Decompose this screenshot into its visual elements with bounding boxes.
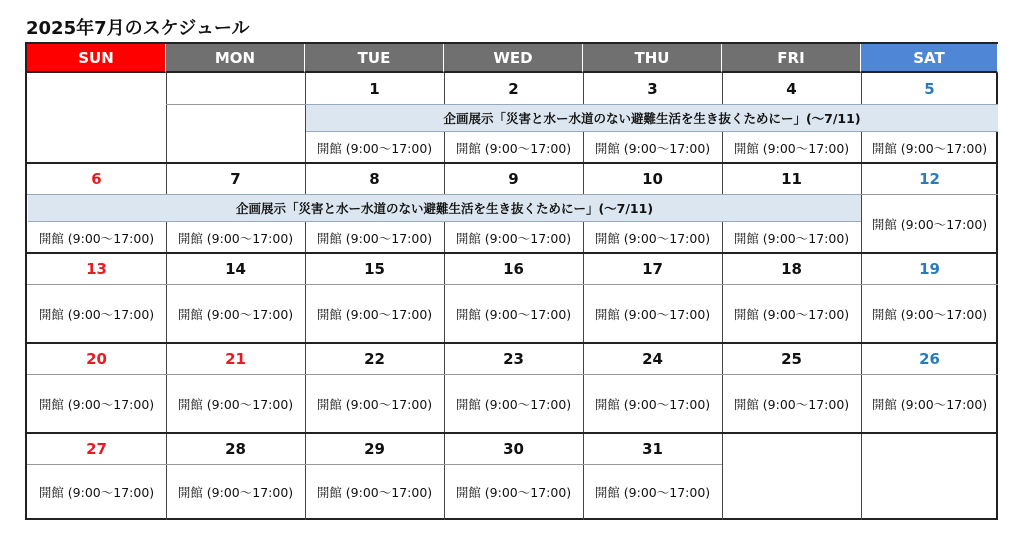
date-number: 8 (369, 169, 380, 188)
date-number: 6 (91, 169, 102, 188)
date-number: 16 (503, 259, 524, 278)
opening-hours: 開館 (9:00～17:00) (316, 230, 433, 246)
date-number: 19 (919, 259, 940, 278)
opening-hours: 開館 (9:00～17:00) (316, 140, 433, 156)
date-number: 10 (642, 169, 663, 188)
date-number: 7 (230, 169, 241, 188)
date-divider (166, 104, 305, 105)
opening-hours: 開館 (9:00～17:00) (455, 396, 572, 412)
date-number: 12 (919, 169, 940, 188)
date-number: 15 (364, 259, 385, 278)
opening-hours: 開館 (9:00～17:00) (733, 306, 850, 322)
opening-hours: 開館 (9:00～17:00) (733, 140, 850, 156)
opening-hours: 開館 (9:00～17:00) (38, 230, 155, 246)
weekday-header-fri: FRI (722, 44, 861, 73)
opening-hours: 開館 (9:00～17:00) (871, 216, 988, 232)
opening-hours: 開館 (9:00～17:00) (316, 306, 433, 322)
opening-hours: 開館 (9:00～17:00) (316, 396, 433, 412)
opening-hours: 開館 (9:00～17:00) (594, 140, 711, 156)
weekday-header-mon: MON (166, 44, 305, 73)
opening-hours: 開館 (9:00～17:00) (177, 306, 294, 322)
opening-hours: 開館 (9:00～17:00) (871, 396, 988, 412)
date-number: 5 (924, 79, 935, 98)
exhibition-banner: 企画展示「災害と水ー水道のない避難生活を生き抜くためにー」(～7/11) (28, 194, 861, 222)
date-number: 2 (508, 79, 519, 98)
opening-hours: 開館 (9:00～17:00) (38, 485, 155, 500)
weekday-header-sat: SAT (861, 44, 998, 73)
weekday-header-sun: SUN (27, 44, 166, 73)
date-number: 3 (647, 79, 658, 98)
date-number: 18 (781, 259, 802, 278)
opening-hours: 開館 (9:00～17:00) (38, 396, 155, 412)
opening-hours: 開館 (9:00～17:00) (733, 396, 850, 412)
exhibition-banner: 企画展示「災害と水ー水道のない避難生活を生き抜くためにー」(～7/11) (306, 104, 998, 132)
date-number: 4 (786, 79, 797, 98)
opening-hours: 開館 (9:00～17:00) (594, 230, 711, 246)
date-number: 21 (225, 349, 246, 368)
opening-hours: 開館 (9:00～17:00) (455, 306, 572, 322)
opening-hours: 開館 (9:00～17:00) (38, 306, 155, 322)
weekday-header-thu: THU (583, 44, 722, 73)
weekday-header-tue: TUE (305, 44, 444, 73)
date-number: 23 (503, 349, 524, 368)
opening-hours: 開館 (9:00～17:00) (594, 485, 711, 500)
date-number: 27 (86, 439, 107, 458)
date-number: 28 (225, 439, 246, 458)
date-number: 22 (364, 349, 385, 368)
opening-hours: 開館 (9:00～17:00) (455, 230, 572, 246)
date-number: 24 (642, 349, 663, 368)
date-number: 13 (86, 259, 107, 278)
date-number: 31 (642, 439, 663, 458)
opening-hours: 開館 (9:00～17:00) (733, 230, 850, 246)
date-number: 9 (508, 169, 519, 188)
opening-hours: 開館 (9:00～17:00) (871, 306, 988, 322)
date-number: 29 (364, 439, 385, 458)
date-number: 25 (781, 349, 802, 368)
page-title: 2025年7月のスケジュール (26, 18, 250, 39)
opening-hours: 開館 (9:00～17:00) (594, 396, 711, 412)
date-number: 26 (919, 349, 940, 368)
date-number: 11 (781, 169, 802, 188)
opening-hours: 開館 (9:00～17:00) (177, 230, 294, 246)
weekday-header-wed: WED (444, 44, 583, 73)
date-number: 20 (86, 349, 107, 368)
opening-hours: 開館 (9:00～17:00) (455, 485, 572, 500)
opening-hours: 開館 (9:00～17:00) (177, 396, 294, 412)
opening-hours: 開館 (9:00～17:00) (455, 140, 572, 156)
opening-hours: 開館 (9:00～17:00) (594, 306, 711, 322)
date-number: 30 (503, 439, 524, 458)
opening-hours: 開館 (9:00～17:00) (316, 485, 433, 500)
opening-hours: 開館 (9:00～17:00) (871, 140, 988, 156)
opening-hours: 開館 (9:00～17:00) (177, 485, 294, 500)
date-number: 14 (225, 259, 246, 278)
date-number: 17 (642, 259, 663, 278)
calendar-grid (25, 42, 998, 520)
date-number: 1 (369, 79, 380, 98)
